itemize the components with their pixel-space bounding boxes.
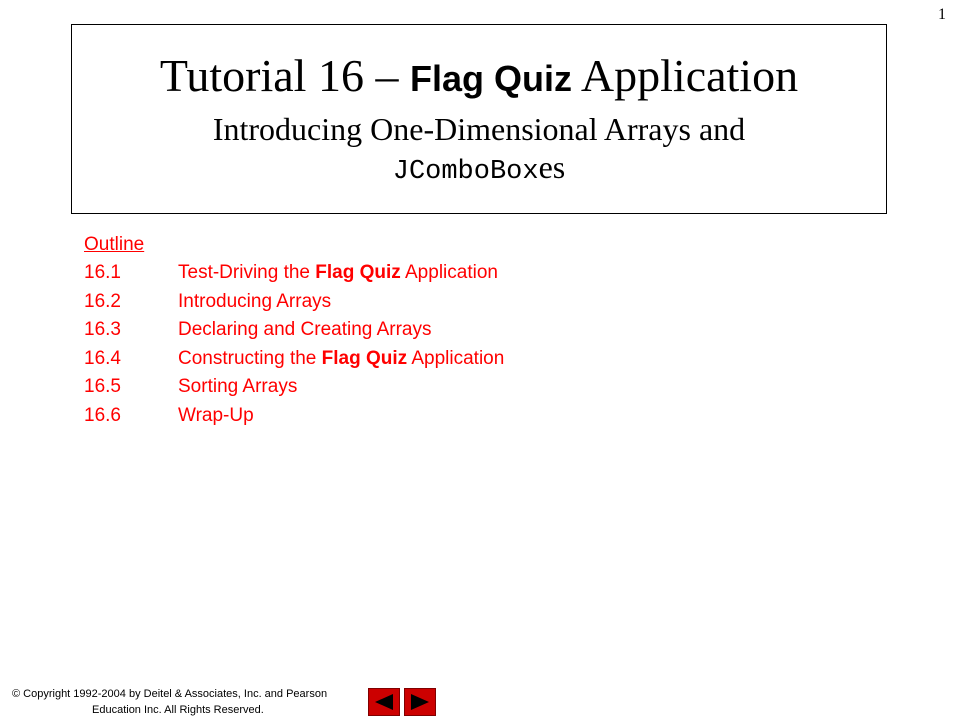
- slide-title: [72, 49, 886, 106]
- outline-item-16-3[interactable]: [84, 316, 504, 345]
- previous-slide-button[interactable]: [368, 688, 400, 716]
- next-slide-button[interactable]: [404, 688, 436, 716]
- slide-navigation: [368, 688, 436, 716]
- copyright-line1: © Copyright 1992-2004 by Deitel & Associates, Inc. and Pearson: [12, 688, 328, 700]
- outline-item-text: Test-Driving the Flag Quiz Application: [178, 262, 498, 283]
- copyright-line2: Education Inc. All Rights Reserved.: [92, 704, 264, 716]
- title-suffix: Application: [571, 50, 799, 101]
- title-app-name: Flag Quiz: [409, 58, 572, 99]
- slide-subtitle: [72, 110, 886, 191]
- outline-item-number: 16.3: [84, 319, 121, 340]
- outline-item-16-1[interactable]: [84, 259, 504, 288]
- outline-item-number: 16.2: [84, 290, 121, 312]
- subtitle-code: JComboBox: [392, 157, 539, 187]
- subtitle-suffix: es: [538, 149, 566, 185]
- outline-item-number: 16.4: [84, 347, 121, 369]
- outline-item-text: Introducing Arrays: [178, 290, 332, 312]
- outline-item-16-2[interactable]: [84, 288, 504, 317]
- outline-item-number: 16.5: [84, 376, 121, 397]
- outline-item-16-5[interactable]: [84, 373, 504, 402]
- copyright-notice: [12, 686, 362, 718]
- outline-item-text: Constructing the Flag Quiz Application: [178, 347, 505, 369]
- outline-heading[interactable]: Outline: [84, 234, 145, 255]
- outline-item-16-6[interactable]: [84, 402, 504, 431]
- outline-item-text: Wrap-Up: [178, 404, 254, 426]
- page-number: 1: [938, 6, 946, 23]
- triangle-left-icon: [373, 693, 395, 711]
- outline-item-number: 16.6: [84, 404, 121, 426]
- outline-item-text: Declaring and Creating Arrays: [178, 319, 432, 340]
- outline-item-number: 16.1: [84, 262, 121, 283]
- outline: [84, 231, 504, 430]
- outline-item-16-4[interactable]: [84, 345, 504, 374]
- subtitle-line1: Introducing One-Dimensional Arrays and: [212, 111, 746, 147]
- title-box: [71, 24, 887, 214]
- triangle-right-icon: [409, 693, 431, 711]
- outline-item-text: Sorting Arrays: [178, 376, 298, 397]
- title-prefix: Tutorial 16 –: [159, 50, 410, 101]
